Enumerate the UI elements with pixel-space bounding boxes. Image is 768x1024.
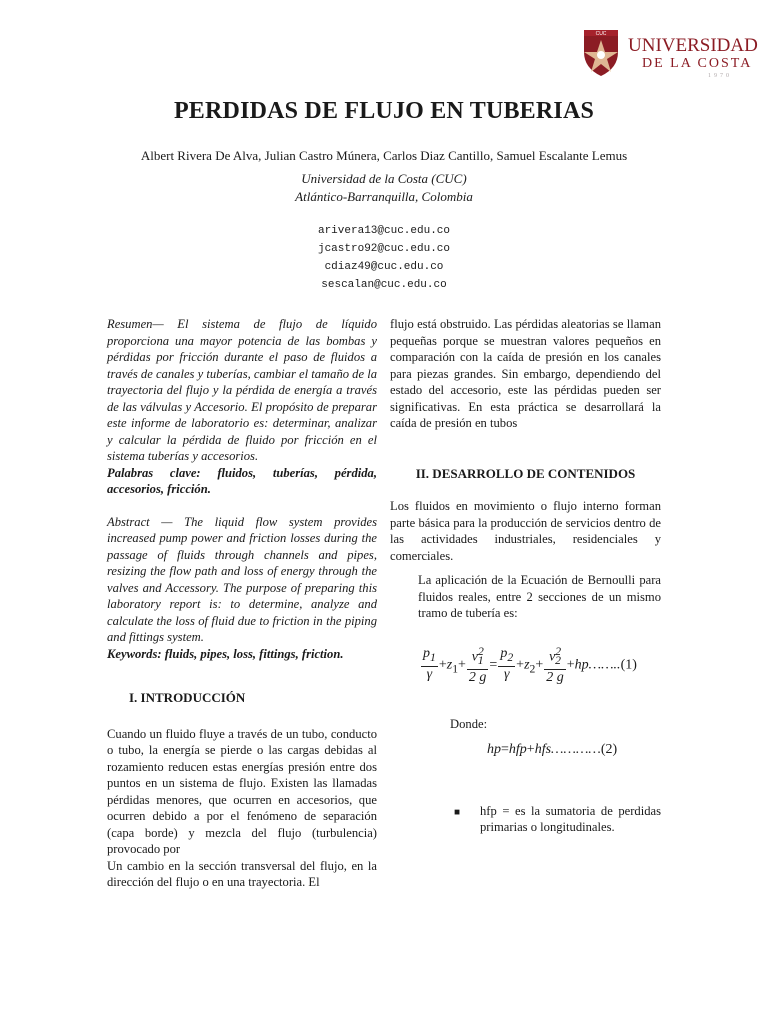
authors: Albert Rivera De Alva, Julian Castro Múnera, Carlos Diaz Cantillo, Samuel Escalante Lemus [140,148,628,163]
email-list [0,222,768,294]
email-2[interactable]: jcastro92@cuc.edu.co [317,243,451,255]
abstract: Abstract — The liquid flow system provides increased pump power and friction losses during the passage of fluids through channels and pipes, resizing the flow path and loss of energy through the valves and Accessory. The purpose of preparing this laboratory report is: to determine, analyze and calculate the loss of fluid due to friction in the piping and fittings system. [107,514,377,644]
intro-paragraph-2: Un cambio en la sección transversal del flujo, en la dirección del flujo o en una trayectoria. El [107,858,377,889]
intro-paragraph-1: Cuando un fluido fluye a través de un tubo, conducto o tubo, la energía se pierde o las cargas debidas al rozamiento reducen estas energías presión entre dos puntos en un sistema de flujo. Existen las llamadas pérdidas menores, que ocurren en accesorios, que ocurren debido a por el fenómeno de separación (capa borde) y mezcla del flujo (turbulencia) provocado por [107,726,377,856]
section-heading-desarrollo: II. DESARROLLO DE CONTENIDOS [415,465,636,481]
affiliation [0,170,768,206]
affiliation-line1: Universidad de la Costa (CUC) [301,171,467,186]
bullet-icon: ■ [454,806,461,818]
keywords: Keywords: fluids, pipes, loss, fittings, friction. [107,646,344,661]
logo-line1: UNIVERSIDAD [628,35,758,56]
email-1[interactable]: arivera13@cuc.edu.co [317,225,451,237]
right-paragraph-3: La aplicación de la Ecuación de Bernoulli para fluidos reales, entre 2 secciones de un mismo tramo de tubería es: [418,573,661,620]
paper-title: PERDIDAS DE FLUJO EN TUBERIAS [173,98,595,124]
logo-line3: 1970 [708,73,732,79]
left-column [107,316,377,891]
equation-1: $\frac{p_1}{\gamma}$ $+z_1+$ $\frac{v^2_1}{2 g}$ = $\frac{p_2}{\gamma}$ $+z_2+$ $\frac{v^2_2}{2 g}$ +hp……..(1) [423,644,637,685]
list-item [390,803,661,836]
university-seal-icon [578,22,624,78]
palabras-clave: Palabras clave: fluidos, tuberías, pérdida, accesorios, fricción. [107,465,377,496]
email-3[interactable]: cdiaz49@cuc.edu.co [324,261,444,273]
donde-label: Donde: [450,716,488,731]
email-4[interactable]: sescalan@cuc.edu.co [321,279,447,291]
logo-badge: CUC [595,31,607,37]
equation-2: hp=hfp+hfs…………(2) [487,742,618,758]
resumen: Resumen— El sistema de flujo de líquido proporciona una mayor potencia de las bombas y pérdidas por fricción durante el paso de fluidos a través de canales y tuberías, cambiar el tamaño de la trayectoria del flujo y la pérdida de energía a través de las válvulas y Accesorio. El propósito de preparar este informe de laboratorio es: determinar, analizar y calcular la pérdida de fluido por fricción en el sistema tuberías y accesorios. [107,317,378,463]
affiliation-line2: Atlántico-Barranquilla, Colombia [295,189,473,204]
bullet-text: hfp = es la sumatoria de perdidas primarias o longitudinales. [480,803,661,835]
university-logo [578,16,758,82]
right-column [390,316,661,836]
right-paragraph-2: Los fluidos en movimiento o flujo interno forman parte básica para la producción de servicios dentro de las actividades industriales, residenciales y comerciales. [390,499,661,563]
logo-line2: DE LA COSTA [642,56,753,71]
right-paragraph-1: flujo está obstruido. Las pérdidas aleatorias se llaman pequeñas porque se muestran valores pequeños en comparación con la caída de presión en los canales para piezas grandes. Sin embargo, dependiendo del estado del accesorio, este las pérdidas pueden ser significativas. En esta práctica se desarrollará la caída de presión en tubos [390,317,661,430]
section-heading-introduccion: I. INTRODUCCIÓN [129,690,246,705]
